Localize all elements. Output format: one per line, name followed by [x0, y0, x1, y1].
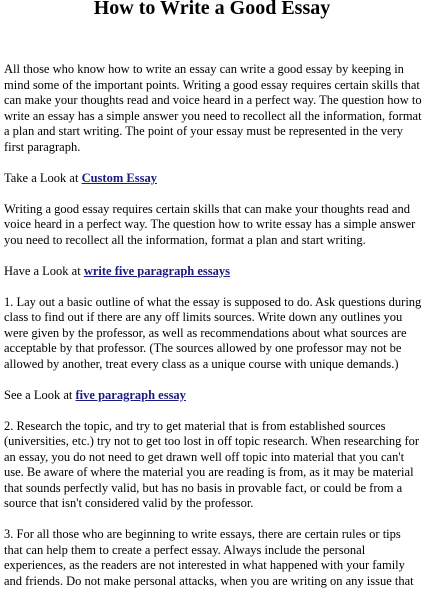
five-paragraph-essay-line	[4, 388, 422, 404]
five-paragraph-essay-link[interactable]: five paragraph essay	[75, 387, 186, 402]
five-paragraph-essays-line	[4, 264, 422, 280]
step-2-paragraph: 2. Research the topic, and try to get material that is from established sources (universities, etc.) try not to get too lost in off topic research. When researching for an essay, you do not need to get drawn well off topic into material that you can't use. Be aware of where the material you are reading is from, as it may be material that sounds perfectly valid, but has no basis in provable fact, or could be from a source that isn't considered valid by the professor.	[4, 418, 420, 510]
page-title: How to Write a Good Essay	[93, 0, 331, 19]
custom-essay-line	[4, 171, 422, 187]
five-paragraph-essays-prefix: Have a Look at	[4, 263, 84, 278]
step-1-paragraph: 1. Lay out a basic outline of what the essay is supposed to do. Ask questions during class to find out if there are any off limits sources. Write down any outlines you were given by the professor, as well as recommendations about what sources are acceptable by that professor. (The sources allowed by one professor may not be allowed by another, treat every class as a unique course with unique demands.)	[4, 294, 422, 371]
custom-essay-prefix: Take a Look at	[4, 170, 82, 185]
article-body	[4, 62, 422, 605]
custom-essay-link[interactable]: Custom Essay	[81, 170, 157, 185]
write-five-paragraph-essays-link[interactable]: write five paragraph essays	[83, 263, 230, 278]
step-3-paragraph: 3. For all those who are beginning to write essays, there are certain rules or tips that can help them to create a perfect essay. Always include the personal experiences, as the readers are not interested in what happened with your family and friends. Do not make personal attacks, when you are writing on any issue that	[4, 527, 414, 588]
skills-paragraph: Writing a good essay requires certain skills that can make your thoughts read and voice heard in a perfect way. The question how to write essay has a simple answer you need to recollect all the information, format a plan and start writing.	[4, 201, 416, 247]
five-paragraph-essay-prefix: See a Look at	[4, 387, 76, 402]
intro-paragraph: All those who know how to write an essay can write a good essay by keeping in mind some of the important points. Writing a good essay requires certain skills that can make your thoughts read and voice heard in a perfect way. The question how to write an essay has a simple answer you need to recollect all the information, format a plan and start writing. The point of your essay must be represented in the very first paragraph.	[4, 62, 422, 154]
